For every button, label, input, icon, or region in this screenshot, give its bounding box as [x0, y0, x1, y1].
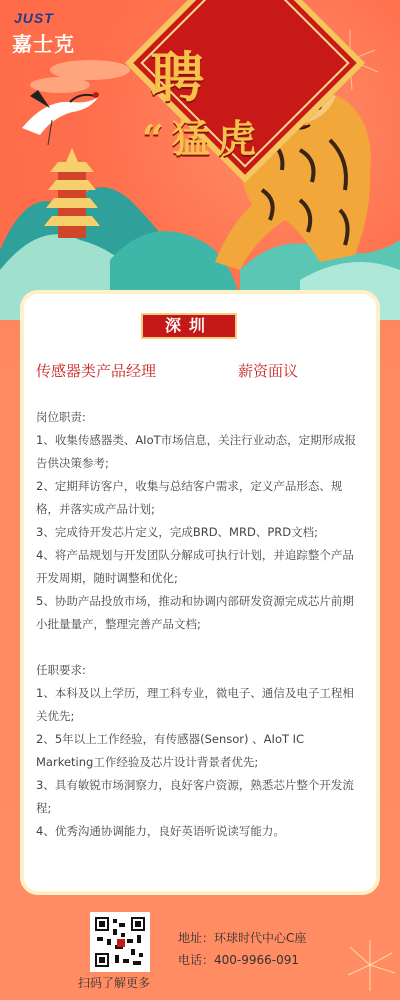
cloud-icon — [30, 60, 130, 93]
section-gap — [36, 636, 358, 659]
duties-heading: 岗位职责: — [36, 410, 86, 424]
hero-subtitle — [142, 108, 264, 163]
job-description — [36, 406, 358, 843]
qr-caption: 扫码了解更多 — [78, 976, 151, 990]
open-quote: “ — [142, 116, 172, 161]
duty-item: 4、将产品规划与开发团队分解成可执行计划，并追踪整个产品开发周期，随时调整和优化; — [36, 548, 354, 585]
phone: 电话：400-9966-091 — [178, 953, 300, 967]
duty-item: 2、定期拜访客户，收集与总结客户需求，定义产品形态、规格，并落实成产品计划; — [36, 479, 343, 516]
requirement-item: 3、具有敏锐市场洞察力，良好客户资源，熟悉芯片整个开发流程; — [36, 778, 354, 815]
contact-info — [178, 927, 306, 971]
duty-item: 1、收集传感器类、AIoT市场信息，关注行业动态，定期形成报告供决策参考; — [36, 433, 357, 470]
requirement-item: 4、优秀沟通协调能力，良好英语听说读写能力。 — [36, 824, 285, 838]
job-title: 传感器类产品经理 — [36, 362, 157, 380]
hero-subtitle-text: 猛虎 — [171, 116, 264, 161]
duty-item: 5、协助产品投放市场，推动和协调内部研发资源完成芯片前期小批量量产，整理完善产品文档; — [36, 594, 354, 631]
city-badge: 深圳 — [141, 313, 237, 339]
duty-item: 3、完成待开发芯片定义，完成BRD、MRD、PRD文档; — [36, 525, 318, 539]
qr-code-icon — [93, 915, 147, 969]
address: 地址：环球时代中心C座 — [178, 931, 307, 945]
salary: 薪资面议 — [238, 362, 299, 380]
crane-icon — [22, 90, 100, 145]
requirements-heading: 任职要求: — [36, 663, 86, 677]
firework-icon — [340, 935, 400, 995]
qr-code[interactable] — [90, 912, 150, 972]
hero-banner — [0, 0, 400, 320]
brand-logo — [8, 10, 98, 56]
logo-en: JUST — [14, 10, 54, 26]
logo-cn: 嘉士克 — [12, 32, 75, 56]
hero-title-recruit: 聘 — [150, 45, 204, 109]
requirement-item: 1、本科及以上学历，理工科专业，微电子、通信及电子工程相关优先; — [36, 686, 354, 723]
requirement-item: 2、5年以上工作经验，有传感器(Sensor) 、AIoT IC Marketing工作经验及芯片设计背景者优先; — [36, 732, 305, 769]
